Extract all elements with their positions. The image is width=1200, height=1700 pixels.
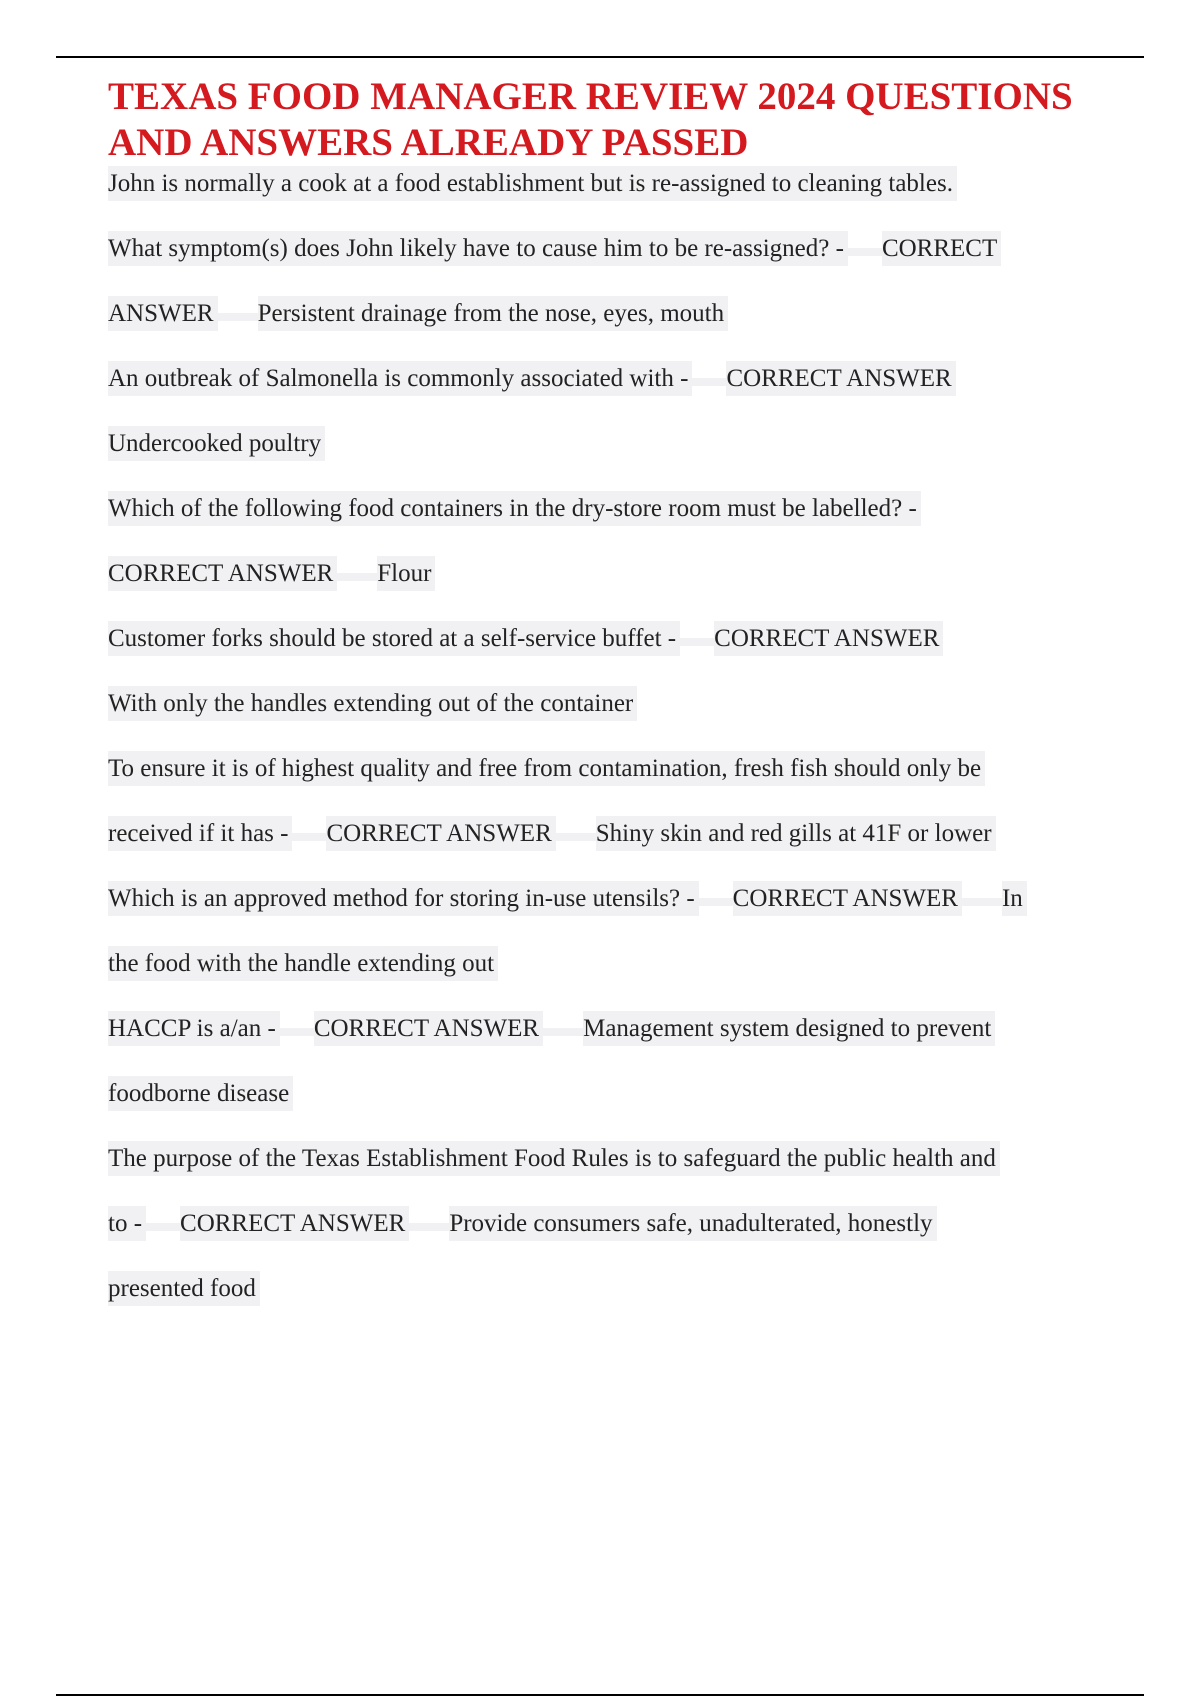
text-line xyxy=(108,298,728,330)
text-line xyxy=(108,428,325,460)
correct-answer-tag: CORRECT ANSWER xyxy=(733,881,962,916)
text-line: Which is an approved method for storing in-use utensils? - CORRECT ANSWER In xyxy=(108,883,1027,915)
text-line: What symptom(s) does John likely have to cause him to be re-assigned? - CORRECT xyxy=(108,233,1001,265)
answer-text: Flour xyxy=(377,556,435,591)
correct-answer-tag: CORRECT ANSWER xyxy=(108,556,337,591)
answer-text: In xyxy=(1002,881,1027,916)
text-line: Customer forks should be stored at a self-service buffet - CORRECT ANSWER xyxy=(108,623,943,655)
answer-text: presented food xyxy=(108,1271,260,1306)
text-line xyxy=(108,558,435,590)
text-line: John is normally a cook at a food establishment but is re-assigned to cleaning tables. xyxy=(108,168,957,200)
answer-text: Shiny skin and red gills at 41F or lower xyxy=(596,816,996,851)
text-line xyxy=(108,948,498,980)
bottom-divider xyxy=(56,1694,1144,1696)
answer-text: the food with the handle extending out xyxy=(108,946,498,981)
text-line: An outbreak of Salmonella is commonly associated with - CORRECT ANSWER xyxy=(108,363,956,395)
text-line: HACCP is a/an - CORRECT ANSWER Management system designed to prevent xyxy=(108,1013,995,1045)
text-line: The purpose of the Texas Establishment Food Rules is to safeguard the public health and xyxy=(108,1143,1000,1175)
answer-text: foodborne disease xyxy=(108,1076,293,1111)
correct-answer-tag: CORRECT ANSWER xyxy=(726,361,955,396)
correct-answer-tag: CORRECT ANSWER xyxy=(326,816,555,851)
top-divider xyxy=(56,56,1144,58)
answer-text: Provide consumers safe, unadulterated, honestly xyxy=(449,1206,936,1241)
text-line: to - CORRECT ANSWER Provide consumers safe, unadulterated, honestly xyxy=(108,1208,937,1240)
correct-answer-tag: CORRECT xyxy=(882,231,1001,266)
correct-answer-tag: ANSWER xyxy=(108,296,218,331)
text-line: To ensure it is of highest quality and free from contamination, fresh fish should only be xyxy=(108,753,985,785)
correct-answer-tag: CORRECT ANSWER xyxy=(714,621,943,656)
text-line xyxy=(108,1078,293,1110)
correct-answer-tag: CORRECT ANSWER xyxy=(314,1011,543,1046)
answer-text: Management system designed to prevent xyxy=(583,1011,995,1046)
correct-answer-tag: CORRECT ANSWER xyxy=(180,1206,409,1241)
answer-text: With only the handles extending out of the container xyxy=(108,686,637,721)
text-line: Which of the following food containers in the dry-store room must be labelled? - xyxy=(108,493,921,525)
text-line xyxy=(108,688,637,720)
document-title: TEXAS FOOD MANAGER REVIEW 2024 QUESTIONS AND ANSWERS ALREADY PASSED xyxy=(108,75,1073,164)
answer-text: Persistent drainage from the nose, eyes, mouth xyxy=(258,296,729,331)
text-line: received if it has - CORRECT ANSWER Shiny skin and red gills at 41F or lower xyxy=(108,818,996,850)
text-line xyxy=(108,1273,260,1305)
answer-text: Undercooked poultry xyxy=(108,426,325,461)
